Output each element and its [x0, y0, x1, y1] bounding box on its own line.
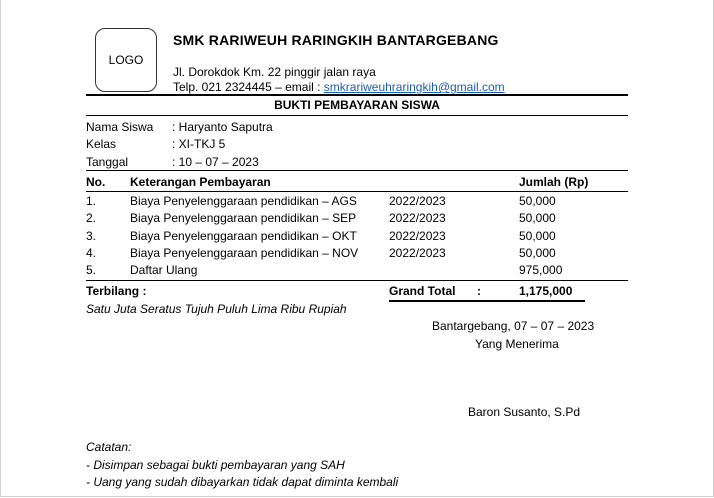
- logo-placeholder: [95, 28, 157, 92]
- row-amount: 50,000: [519, 229, 556, 243]
- terbilang-text: Satu Juta Seratus Tujuh Puluh Lima Ribu Rupiah: [86, 302, 347, 316]
- row-description: Biaya Penyelenggaraan pendidikan – NOV: [130, 246, 359, 260]
- title-divider: [86, 115, 628, 116]
- date-value: : 10 – 07 – 2023: [172, 155, 259, 169]
- grand-total-underline: [389, 300, 585, 302]
- column-header-amount: Jumlah (Rp): [519, 175, 589, 189]
- row-description: Biaya Penyelenggaraan pendidikan – AGS: [130, 194, 357, 208]
- row-no: 3.: [86, 229, 97, 243]
- row-year: 2022/2023: [389, 211, 446, 225]
- grand-total-label: Grand Total: [389, 284, 456, 298]
- grand-total-colon: :: [477, 284, 481, 298]
- terbilang-label: Terbilang :: [86, 284, 147, 298]
- note-item: - Uang yang sudah dibayarkan tidak dapat diminta kembali: [86, 475, 399, 489]
- row-year: 2022/2023: [389, 246, 446, 260]
- note-item: - Disimpan sebagai bukti pembayaran yang SAH: [86, 458, 345, 472]
- row-year: 2022/2023: [389, 229, 446, 243]
- row-no: 2.: [86, 211, 97, 225]
- email-link[interactable]: smkrariweuhraringkih@gmail.com: [323, 80, 505, 94]
- receiver-label: Yang Menerima: [475, 337, 559, 351]
- school-contact: [173, 80, 505, 94]
- school-address: Jl. Dorokdok Km. 22 pinggir jalan raya: [173, 65, 376, 79]
- student-name-label: Nama Siswa: [86, 120, 154, 134]
- row-description: Biaya Penyelenggaraan pendidikan – SEP: [130, 211, 357, 225]
- receiver-name: Baron Susanto, S.Pd: [468, 405, 581, 419]
- row-no: 4.: [86, 246, 97, 260]
- table-header-divider: [86, 191, 628, 192]
- row-no: 5.: [86, 263, 97, 277]
- logo-label: LOGO: [108, 53, 144, 67]
- row-no: 1.: [86, 194, 97, 208]
- column-header-description: Keterangan Pembayaran: [130, 175, 271, 189]
- row-description: Daftar Ulang: [130, 263, 198, 277]
- table-body-divider: [86, 280, 628, 281]
- row-amount: 50,000: [519, 194, 556, 208]
- class-label: Kelas: [86, 137, 117, 151]
- header-divider: [86, 94, 628, 96]
- notes-title: Catatan:: [86, 440, 132, 454]
- row-year: 2022/2023: [389, 194, 446, 208]
- row-description: Biaya Penyelenggaraan pendidikan – OKT: [130, 229, 357, 243]
- row-amount: 975,000: [519, 263, 563, 277]
- row-amount: 50,000: [519, 246, 556, 260]
- column-header-no: No.: [86, 175, 106, 189]
- document-title: BUKTI PEMBAYARAN SISWA: [274, 98, 440, 112]
- class-value: : XI-TKJ 5: [172, 137, 226, 151]
- student-name-value: : Haryanto Saputra: [172, 120, 273, 134]
- info-divider: [86, 170, 628, 171]
- row-amount: 50,000: [519, 211, 556, 225]
- date-label: Tanggal: [86, 155, 129, 169]
- school-name: SMK RARIWEUH RARINGKIH BANTARGEBANG: [173, 32, 499, 48]
- phone-text: Telp. 021 2324445 – email :: [173, 80, 324, 94]
- grand-total-value: 1,175,000: [519, 284, 573, 298]
- signature-place-date: Bantargebang, 07 – 07 – 2023: [432, 319, 595, 333]
